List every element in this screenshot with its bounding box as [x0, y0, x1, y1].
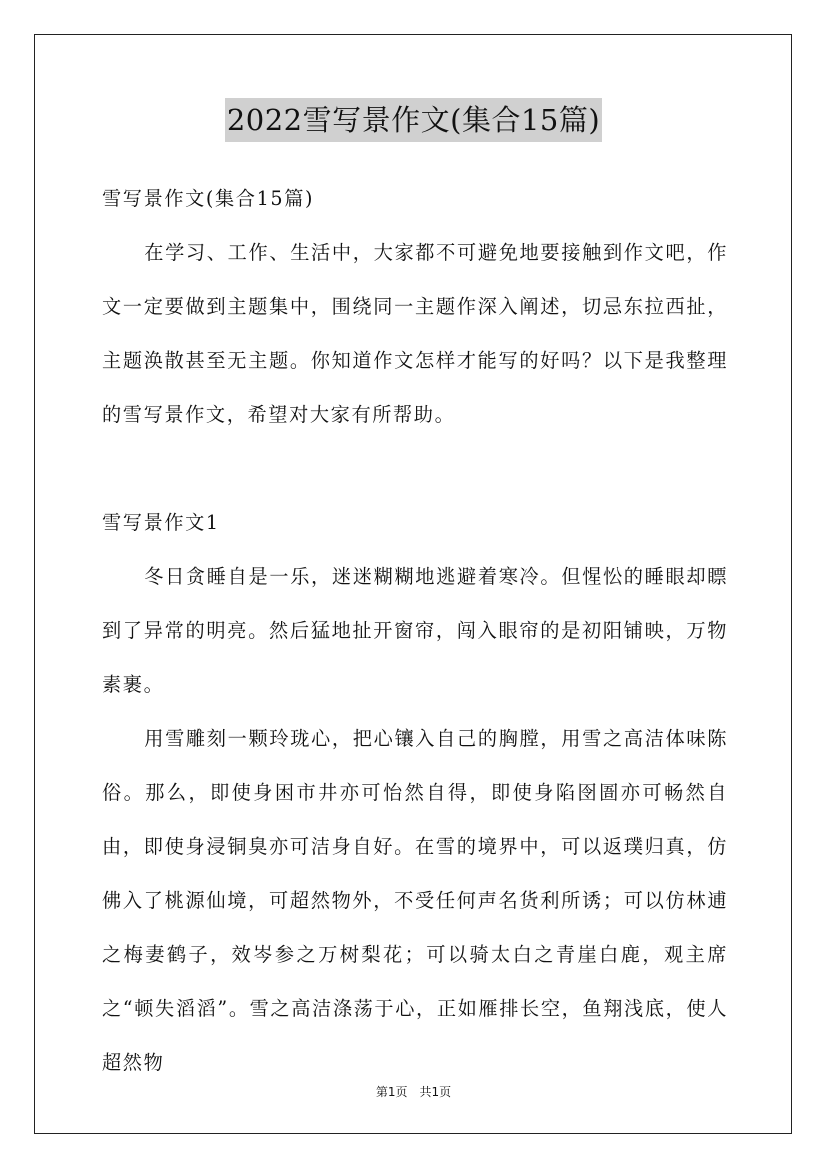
- subtitle: 雪写景作文(集合15篇): [102, 187, 315, 210]
- document-body: [102, 172, 728, 1090]
- page-footer: 第1页 共1页: [375, 1085, 452, 1099]
- intro-paragraph: 在学习、工作、生活中，大家都不可避免地要接触到作文吧，作文一定要做到主题集中，围绕同一主题作深入阐述，切忌东拉西扯，主题涣散甚至无主题。你知道作文怎样才能写的好吗？以下是我整理的雪写景作文，希望对大家有所帮助。: [102, 241, 728, 426]
- section-heading: 雪写景作文1: [102, 511, 220, 534]
- paragraph-gap: [102, 442, 728, 496]
- body-paragraph: 冬日贪睡自是一乐，迷迷糊糊地逃避着寒冷。但惺忪的睡眼却瞟到了异常的明亮。然后猛地扯开窗帘，闯入眼帘的是初阳铺映，万物素裹。: [102, 565, 728, 696]
- document-title: 2022雪写景作文(集合15篇): [225, 98, 602, 142]
- body-paragraph: 用雪雕刻一颗玲珑心，把心镶入自己的胸膛，用雪之高洁体味陈俗。那么，即使身困市井亦可怡然自得，即使身陷囹圄亦可畅然自由，即使身浸铜臭亦可洁身自好。在雪的境界中，可以返璞归真，仿佛入了桃源仙境，可超然物外，不受任何声名货利所诱；可以仿林逋之梅妻鹤子，效岑参之万树梨花；可以骑太白之青崖白鹿，观主席之“顿失滔滔”。雪之高洁涤荡于心，正如雁排长空，鱼翔浅底，使人超然物: [102, 727, 728, 1074]
- title-container: [0, 98, 827, 142]
